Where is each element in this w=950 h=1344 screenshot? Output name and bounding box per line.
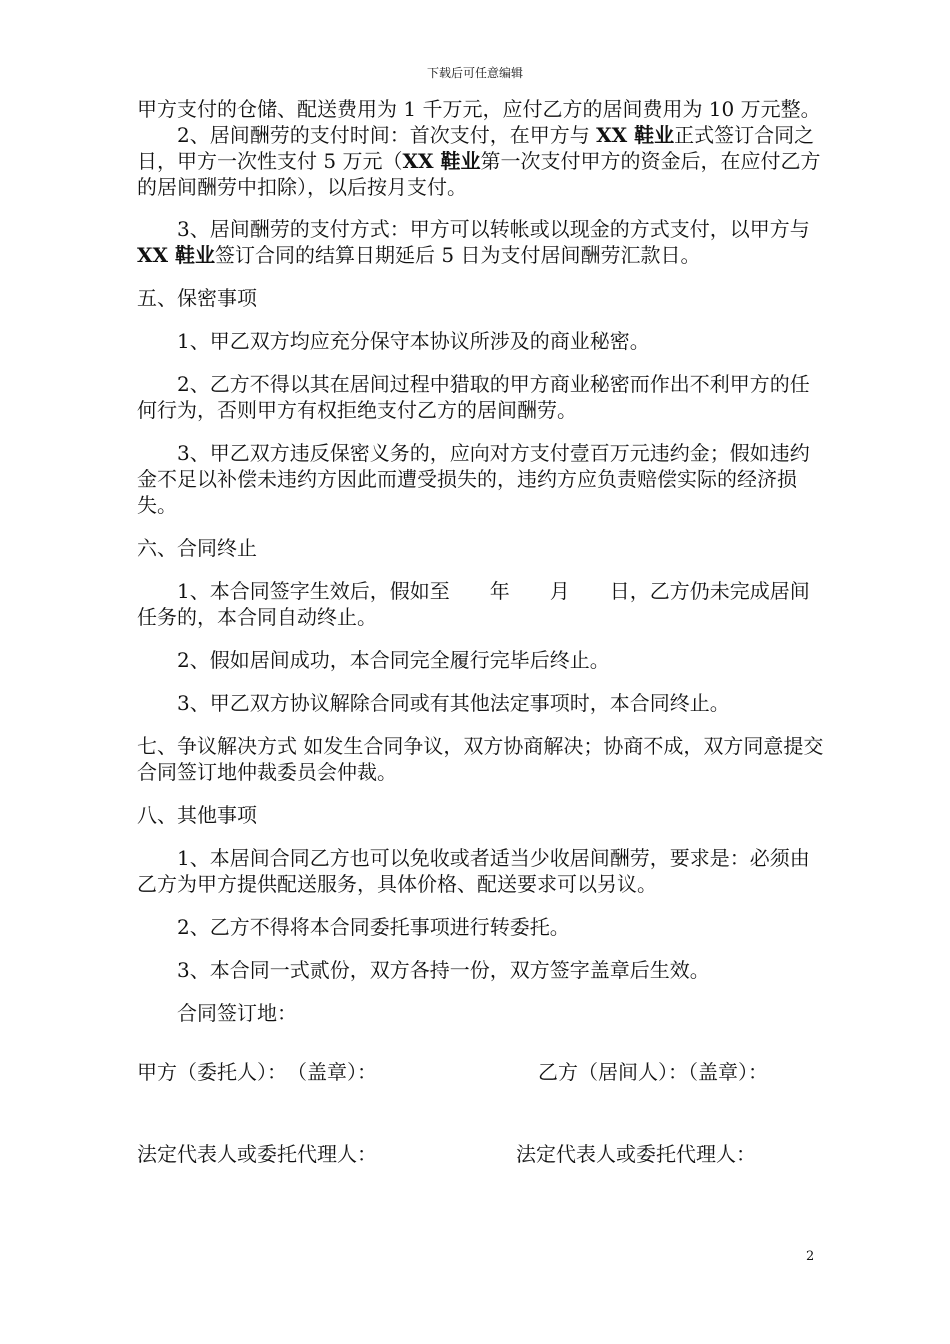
section-heading-termination: 六、合同终止 bbox=[137, 536, 257, 560]
paragraph-payment-time: 2、居间酬劳的支付时间：首次支付，在甲方与 XX 鞋业正式签订合同之日，甲方一次性支付 5 万元（XX 鞋业第一次支付甲方的资金后，在应付乙方的居间酬劳中扣除），以后按月支付。 bbox=[137, 123, 821, 199]
signature-party-b: 乙方（居间人）：（盖章）： bbox=[538, 1060, 768, 1084]
paragraph-fees: 甲方支付的仓储、配送费用为 1 千万元，应付乙方的居间费用为 10 万元整。 bbox=[137, 97, 821, 121]
paragraph-confidentiality-2: 2、乙方不得以其在居间过程中猎取的甲方商业秘密而作出不利甲方的任何行为，否则甲方有权拒绝支付乙方的居间酬劳。 bbox=[137, 372, 810, 422]
company-name: XX 鞋业 bbox=[596, 123, 675, 147]
company-name: XX 鞋业 bbox=[137, 243, 215, 267]
section-dispute-resolution: 七、争议解决方式 如发生合同争议，双方协商解决；协商不成，双方同意提交合同签订地仲裁委员会仲裁。 bbox=[137, 734, 824, 784]
paragraph-termination-3: 3、甲乙双方协议解除合同或有其他法定事项时，本合同终止。 bbox=[177, 691, 730, 715]
signature-party-a: 甲方（委托人）： （盖章）： bbox=[137, 1060, 377, 1084]
paragraph-other-3: 3、本合同一式贰份，双方各持一份，双方签字盖章后生效。 bbox=[177, 958, 710, 982]
company-name: XX 鞋业 bbox=[402, 149, 481, 173]
paragraph-confidentiality-3: 3、甲乙双方违反保密义务的，应向对方支付壹百万元违约金；假如违约金不足以补偿未违约方因此而遭受损失的，违约方应负责赔偿实际的经济损失。 bbox=[137, 441, 810, 517]
page-header-note: 下载后可任意编辑 bbox=[426, 66, 523, 80]
paragraph-confidentiality-1: 1、甲乙双方均应充分保守本协议所涉及的商业秘密。 bbox=[177, 329, 650, 353]
paragraph-other-2: 2、乙方不得将本合同委托事项进行转委托。 bbox=[177, 915, 570, 939]
section-heading-other: 八、其他事项 bbox=[137, 803, 257, 827]
paragraph-termination-1: 1、本合同签字生效后，假如至 年 月 日，乙方仍未完成居间任务的，本合同自动终止。 bbox=[137, 579, 810, 629]
paragraph-other-1: 1、本居间合同乙方也可以免收或者适当少收居间酬劳，要求是：必须由乙方为甲方提供配送服务，具体价格、配送要求可以另议。 bbox=[137, 846, 810, 896]
representative-party-a: 法定代表人或委托代理人： bbox=[137, 1142, 377, 1166]
representative-party-b: 法定代表人或委托代理人： bbox=[516, 1142, 756, 1166]
section-heading-confidentiality: 五、保密事项 bbox=[137, 286, 257, 310]
signing-place: 合同签订地： bbox=[177, 1001, 297, 1025]
contract-body bbox=[137, 96, 827, 1026]
paragraph-termination-2: 2、假如居间成功，本合同完全履行完毕后终止。 bbox=[177, 648, 610, 672]
page-number: 2 bbox=[806, 1249, 815, 1264]
paragraph-payment-method: 3、居间酬劳的支付方式：甲方可以转帐或以现金的方式支付，以甲方与 XX 鞋业签订合同的结算日期延后 5 日为支付居间酬劳汇款日。 bbox=[137, 217, 810, 267]
